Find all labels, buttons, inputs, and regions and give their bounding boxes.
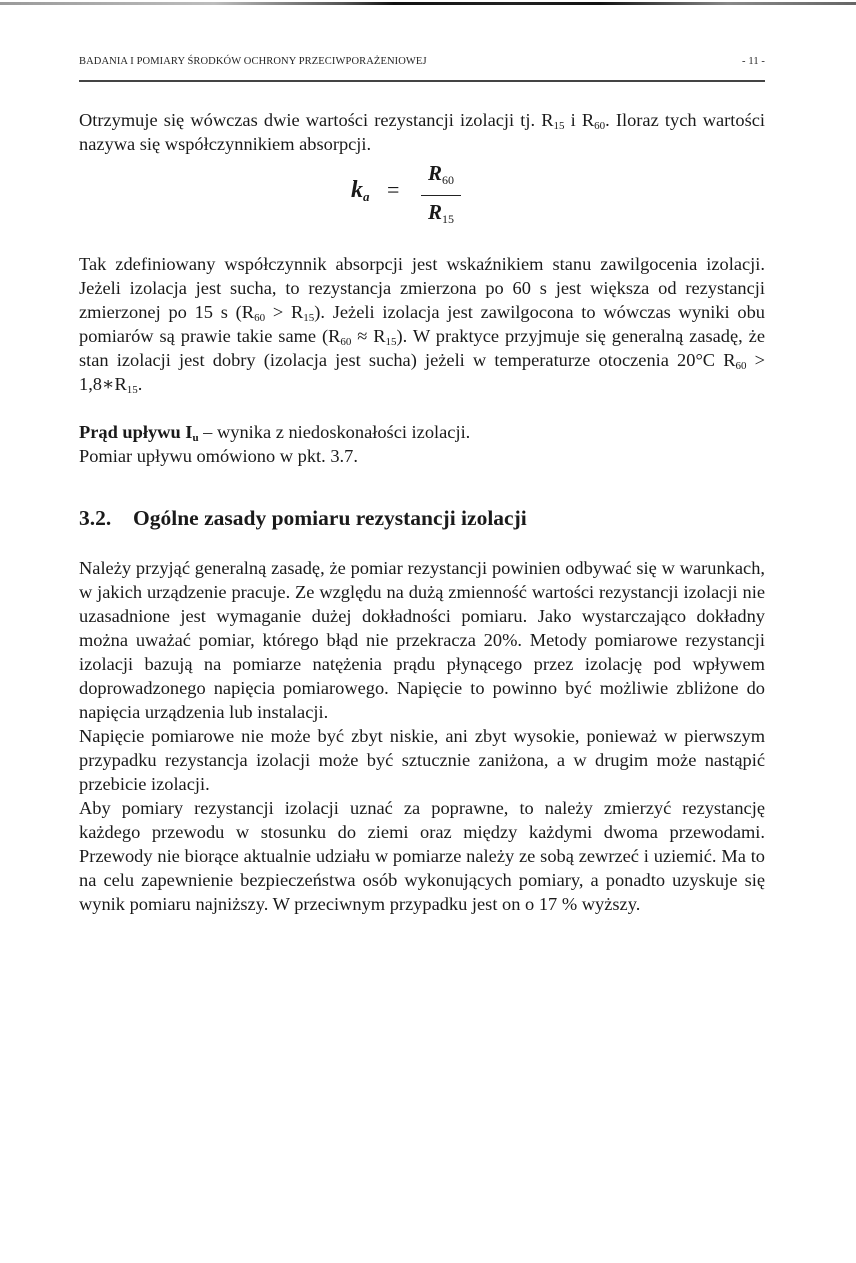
- subscript: 15: [385, 336, 397, 348]
- formula-equals: =: [387, 177, 400, 202]
- spacer: [79, 396, 765, 420]
- header-divider: [79, 80, 765, 82]
- numerator-symbol: R: [427, 161, 442, 185]
- intro-text-2: i R: [564, 110, 595, 130]
- text-run: Tak zdefiniowany współczynnik absorpcji jest wskaźnikiem stanu zawilgocenia izolacji. Jeżeli izolacja jest sucha, to rezystancja zmierzona po 60 s jest większa od rezystancji zmierzonej po 15 s (R: [79, 254, 765, 322]
- formula-k: k: [351, 177, 363, 203]
- intro-text-3: . Iloraz tych wartości nazywa się współczynnikiem absorpcji.: [79, 110, 765, 154]
- section-number: 3.2.: [79, 506, 112, 530]
- absorption-paragraph: [79, 252, 765, 396]
- page-number: - 11 -: [742, 56, 765, 67]
- intro-text-1: Otrzymuje się wówczas dwie wartości rezystancji izolacji tj. R: [79, 110, 554, 130]
- section-title: Ogólne zasady pomiaru rezystancji izolacji: [133, 506, 527, 530]
- subscript: 15: [553, 120, 565, 132]
- subscript: u: [192, 432, 199, 444]
- running-header: [79, 52, 765, 72]
- subscript: 60: [594, 120, 606, 132]
- subscript: 60: [735, 360, 747, 372]
- subscript: 15: [126, 384, 138, 396]
- leakage-term: [79, 422, 199, 442]
- text-run: ). W praktyce przyjmuje się generalną zasadę, że stan izolacji jest dobry (izolacja jest sucha) jeżeli w temperaturze otoczenia 20°C R: [79, 326, 765, 370]
- subscript: 60: [340, 336, 352, 348]
- formula-fraction: [421, 160, 461, 232]
- running-header-title: BADANIA I POMIARY ŚRODKÓW OCHRONY PRZECIWPORAŻENIOWEJ: [79, 56, 427, 67]
- numerator-subscript: 60: [442, 173, 454, 187]
- formula-numerator: [421, 160, 461, 193]
- formula-lhs: [351, 178, 370, 209]
- subscript: 60: [254, 312, 266, 324]
- intro-paragraph: [79, 108, 765, 156]
- page-content: [79, 108, 765, 916]
- leakage-reference: Pomiar upływu omówiono w pkt. 3.7.: [79, 446, 358, 466]
- absorption-coefficient-formula: [79, 160, 765, 232]
- text-run: ≈ R: [351, 326, 386, 346]
- spacer: [79, 468, 765, 504]
- spacer: [79, 532, 765, 556]
- leakage-definition: [79, 420, 765, 444]
- text-run: .: [137, 374, 143, 394]
- text-run: > 1,8∗R: [79, 350, 765, 394]
- formula-k-subscript: a: [363, 189, 370, 204]
- denominator-subscript: 15: [442, 212, 454, 226]
- scan-edge-artifact: [0, 2, 856, 5]
- leakage-definition-text: – wynika z niedoskonałości izolacji.: [198, 422, 471, 442]
- body-paragraph-1: Należy przyjąć generalną zasadę, że pomiar rezystancji powinien odbywać się w warunkach, w jakich urządzenie pracuje. Ze względu na dużą zmienność wartości rezystancji izolacji nie uzasadnione jest wymaganie dużej dokładności pomiaru. Jako wystarczająco dokładny można uważać pomiar, którego błąd nie przekracza 20%. Metody pomiarowe rezystancji izolacji bazują na pomiarze natężenia prądu płynącego przez izolację pod wpływem doprowadzonego napięcia pomiarowego. Napięcie to powinno być możliwie zbliżone do napięcia urządzenia lub instalacji.: [79, 558, 765, 722]
- section-heading: [79, 504, 765, 532]
- leakage-term-text: Prąd upływu I: [79, 422, 193, 442]
- text-run: ). Jeżeli izolacja jest zawilgocona to wówczas wyniki obu pomiarów są prawie takie same (R: [79, 302, 765, 346]
- formula-denominator: [421, 199, 461, 232]
- subscript: 15: [303, 312, 315, 324]
- text-run: > R: [265, 302, 304, 322]
- body-paragraph-3: Aby pomiary rezystancji izolacji uznać za poprawne, to należy zmierzyć rezystancję każdego przewodu w stosunku do ziemi oraz między każdymi dwoma przewodami. Przewody nie biorące aktualnie udziału w pomiarze należy ze sobą zewrzeć i uziemić. Ma to na celu zapewnienie bezpieczeństwa osób wykonujących pomiary, a ponadto uzyskuje się wynik pomiaru najniższy. W przeciwnym przypadku jest on o 17 % wyższy.: [79, 798, 765, 914]
- body-paragraph-2: Napięcie pomiarowe nie może być zbyt niskie, ani zbyt wysokie, ponieważ w pierwszym przypadku rezystancja izolacji może być sztucznie zaniżona, a w drugim może nastąpić przebicie izolacji.: [79, 726, 765, 794]
- fraction-bar: [421, 195, 461, 196]
- denominator-symbol: R: [427, 200, 442, 224]
